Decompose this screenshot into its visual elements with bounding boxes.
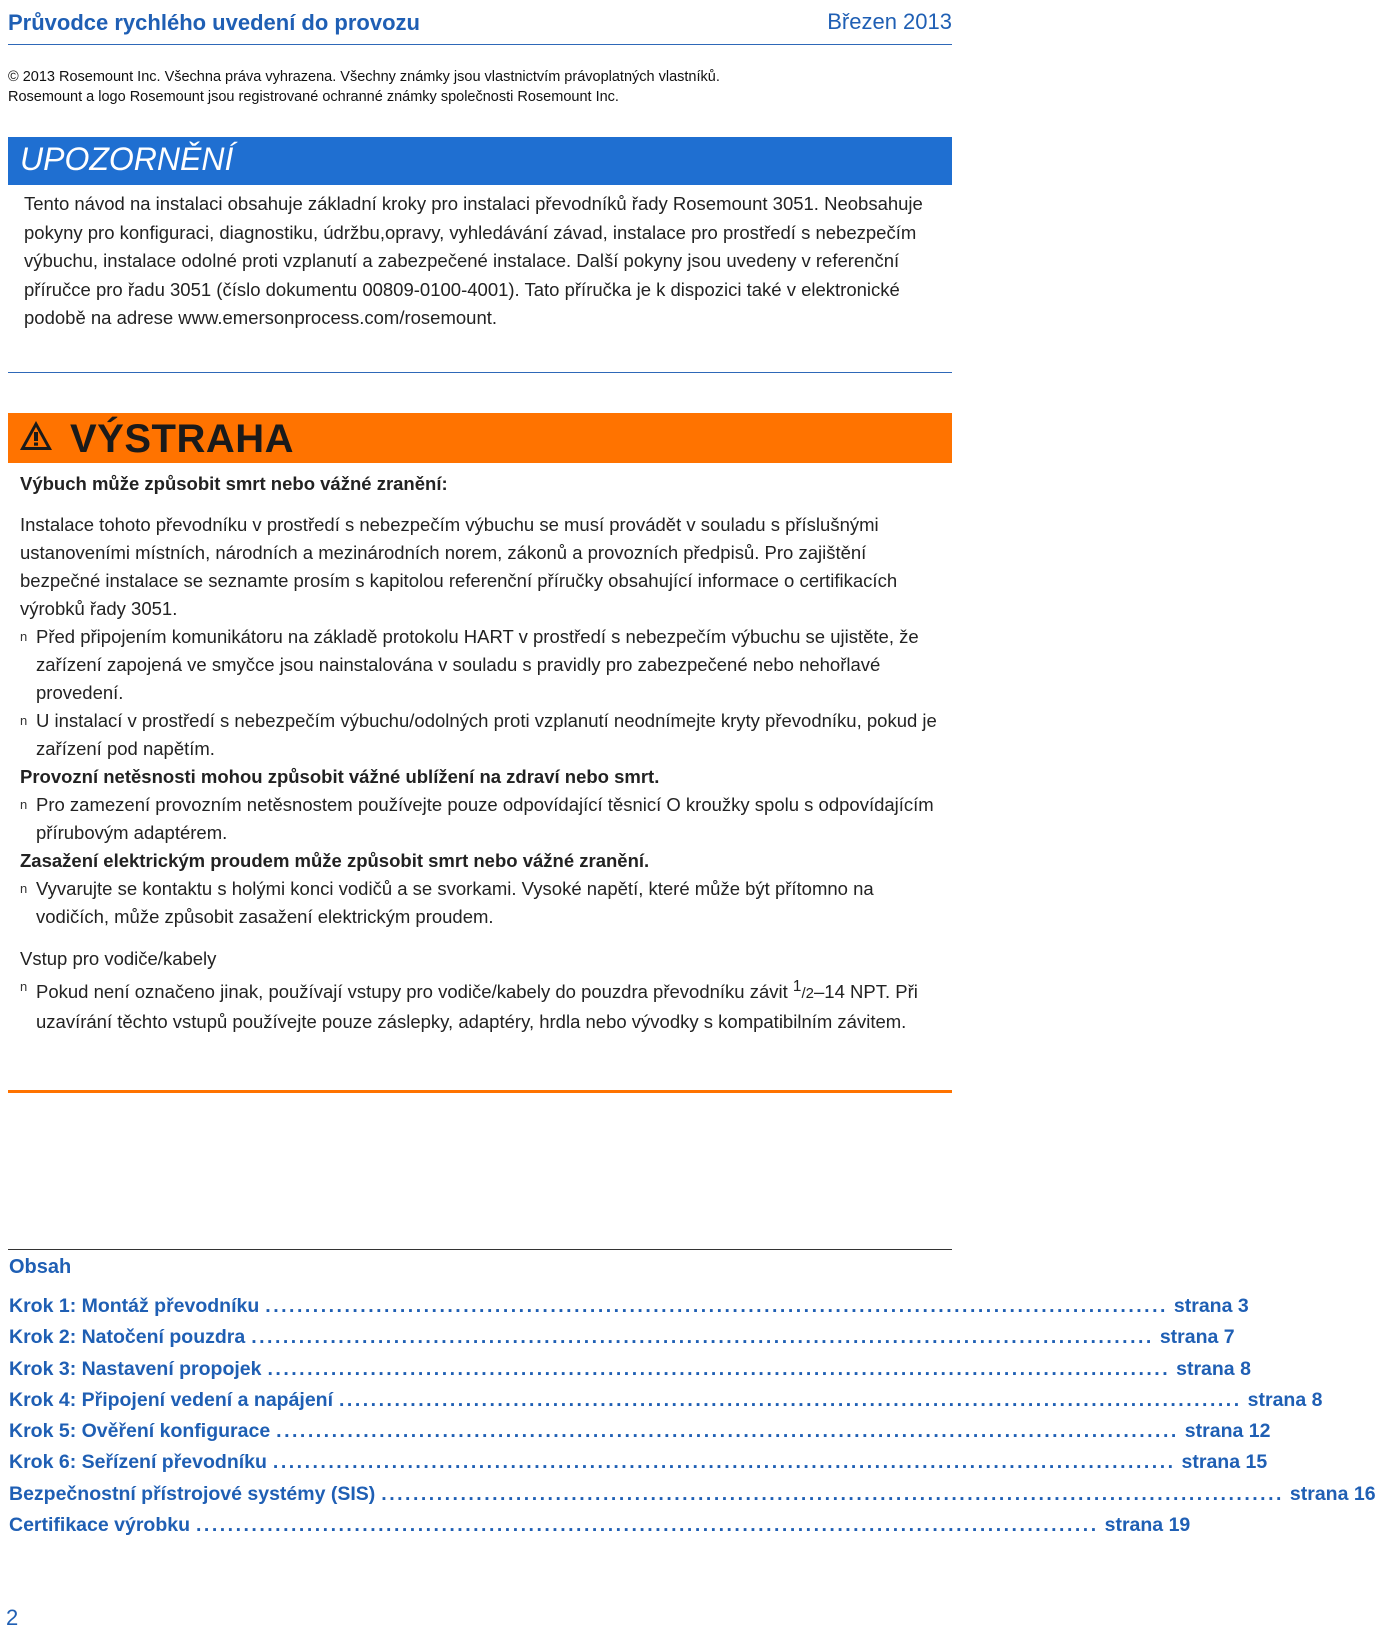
warning-banner (8, 413, 952, 463)
toc-leader-dots: .................................................................................................................. (276, 1420, 1179, 1443)
document-date: Březen 2013 (827, 9, 952, 34)
toc-leader-dots: .................................................................................................................. (251, 1326, 1154, 1349)
notice-divider (8, 372, 952, 373)
bullet-text: Vyvarujte se kontaktu s holými konci vodičů a se svorkami. Vysoké napětí, které může být přítomno na vodičích, může způsobit zasažení elektrickým proudem. (36, 878, 874, 927)
list-item (20, 707, 945, 763)
thread-size-numerator: 1 (792, 978, 802, 995)
notice-title: UPOZORNĚNÍ (20, 141, 234, 177)
toc-item-label[interactable]: Krok 3: Nastavení propojek (9, 1357, 262, 1380)
warning-paragraph: Instalace tohoto převodníku v prostředí s nebezpečím výbuchu se musí provádět v souladu s příslušnými ustanoveními místních, národních a mezinárodních norem, zákonů a provozních předpisů. Pro zajištění bezpečné instalace se seznamte prosím s kapitolou referenční příručky obsahující informace o certifikacích výrobků řady 3051. (20, 514, 898, 619)
toc-item-step-6[interactable] (9, 1447, 1268, 1478)
toc-item-label[interactable]: Krok 6: Seřízení převodníku (9, 1451, 267, 1474)
trademark-line: Rosemount a logo Rosemount jsou registrované ochranné známky společnosti Rosemount Inc. (8, 89, 619, 105)
toc-item-certification[interactable] (9, 1510, 1191, 1541)
warning-heading-leaks: Provozní netěsnosti mohou způsobit vážné ublížení na zdraví nebo smrt. (20, 766, 660, 787)
toc-item-label[interactable]: Krok 5: Ověření konfigurace (9, 1420, 271, 1443)
toc-item-page[interactable]: strana 7 (1159, 1326, 1235, 1349)
toc-item-label[interactable]: Certifikace výrobku (9, 1514, 190, 1537)
notice-text: Tento návod na instalaci obsahuje základní kroky pro instalaci převodníků řady Rosemount 3051. Neobsahuje pokyny pro konfiguraci, diagnostiku, údržbu,opravy, vyhledávání závad, instalace pro prostředí s nebezpečím výbuchu, instalace odolné proti vzplanutí a zabezpečené instalace. Další pokyny jsou uvedeny v referenční příručce pro řadu 3051 (číslo dokumentu 00809-0100-4001). Tato příručka je k dispozici také v elektronické podobě na adrese www.emersonprocess.com/rosemount. (24, 193, 923, 328)
bullet-mark: n (20, 713, 28, 728)
toc-item-label[interactable]: Krok 4: Připojení vedení a napájení (9, 1388, 334, 1411)
list-item (20, 973, 945, 1036)
toc-item-page[interactable]: strana 8 (1176, 1357, 1251, 1380)
bullet-text-start: Pokud není označeno jinak, používají vstupy pro vodiče/kabely do pouzdra převodníku závit (36, 981, 793, 1003)
toc-item-label[interactable]: Krok 2: Natočení pouzdra (9, 1326, 246, 1349)
toc-item-page[interactable]: strana 19 (1104, 1514, 1191, 1537)
toc-divider (8, 1249, 952, 1250)
toc-item-step-1[interactable] (9, 1291, 1249, 1322)
bullet-text-end: –14 NPT. Při uzavírání těchto vstupů používejte pouze záslepky, adaptéry, hrdla nebo vývodky s kompatibilním závitem. (36, 981, 918, 1033)
toc-item-page[interactable]: strana 12 (1184, 1420, 1271, 1443)
warning-divider (8, 1090, 952, 1093)
toc-leader-dots: .................................................................................................................. (267, 1357, 1171, 1380)
copyright-line: © 2013 Rosemount Inc. Všechna práva vyhrazena. Všechny známky jsou vlastnictvím právoplatných vlastníků. (8, 69, 720, 85)
toc-leader-dots: .................................................................................................................. (339, 1388, 1242, 1411)
toc-leader-dots: .................................................................................................................. (196, 1514, 1099, 1537)
thread-size-denominator: /2 (801, 985, 815, 1003)
page-number: 2 (6, 1605, 19, 1630)
bullet-text (36, 978, 918, 1033)
warning-heading-cable-entry: Vstup pro vodiče/kabely (20, 948, 217, 969)
toc-item-sis[interactable] (9, 1479, 1376, 1510)
bullet-text: U instalací v prostředí s nebezpečím výbuchu/odolných proti vzplanutí neodnímejte kryty převodníku, pokud je zařízení pod napětím. (36, 710, 937, 759)
table-of-contents (9, 1291, 1376, 1541)
toc-title: Obsah (9, 1256, 72, 1278)
warning-body (20, 470, 945, 1036)
warning-title: VÝSTRAHA (70, 417, 295, 461)
bullet-mark: n (20, 881, 28, 896)
page-header (8, 6, 952, 45)
list-item (20, 623, 945, 707)
toc-item-step-3[interactable] (9, 1354, 1251, 1385)
toc-leader-dots: .................................................................................................................. (381, 1482, 1284, 1505)
warning-heading-electric: Zasažení elektrickým proudem může způsobit smrt nebo vážné zranění. (20, 850, 650, 871)
list-item (20, 875, 945, 931)
toc-item-step-5[interactable] (9, 1416, 1271, 1447)
toc-leader-dots: .................................................................................................................. (265, 1295, 1168, 1317)
toc-item-page[interactable]: strana 16 (1289, 1482, 1376, 1505)
warning-heading-explosion: Výbuch může způsobit smrt nebo vážné zranění: (20, 473, 448, 494)
toc-item-label[interactable]: Krok 1: Montáž převodníku (9, 1295, 260, 1317)
toc-leader-dots: .................................................................................................................. (272, 1451, 1176, 1474)
toc-item-step-4[interactable] (9, 1385, 1323, 1416)
bullet-mark: n (20, 629, 28, 644)
bullet-text: Před připojením komunikátoru na základě protokolu HART v prostředí s nebezpečím výbuchu se ujistěte, že zařízení zapojená ve smyčce jsou nainstalována v souladu s pravidly pro zabezpečené nebo nehořlavé provedení. (36, 626, 919, 703)
list-item (20, 791, 945, 847)
document-title: Průvodce rychlého uvedení do provozu (8, 10, 420, 35)
warning-triangle-icon (18, 419, 54, 453)
toc-item-page[interactable]: strana 8 (1247, 1388, 1323, 1411)
toc-item-label[interactable]: Bezpečnostní přístrojové systémy (SIS) (9, 1482, 376, 1505)
copyright-notice (8, 67, 948, 107)
toc-item-page[interactable]: strana 15 (1181, 1451, 1268, 1474)
toc-item-page[interactable]: strana 3 (1173, 1295, 1249, 1317)
bullet-mark: n (20, 979, 28, 994)
toc-item-step-2[interactable] (9, 1322, 1235, 1353)
notice-banner (8, 137, 952, 185)
bullet-mark: n (20, 797, 28, 812)
bullet-text: Pro zamezení provozním netěsnostem používejte pouze odpovídající těsnicí O kroužky spolu s odpovídajícím přírubovým adaptérem. (36, 794, 934, 843)
